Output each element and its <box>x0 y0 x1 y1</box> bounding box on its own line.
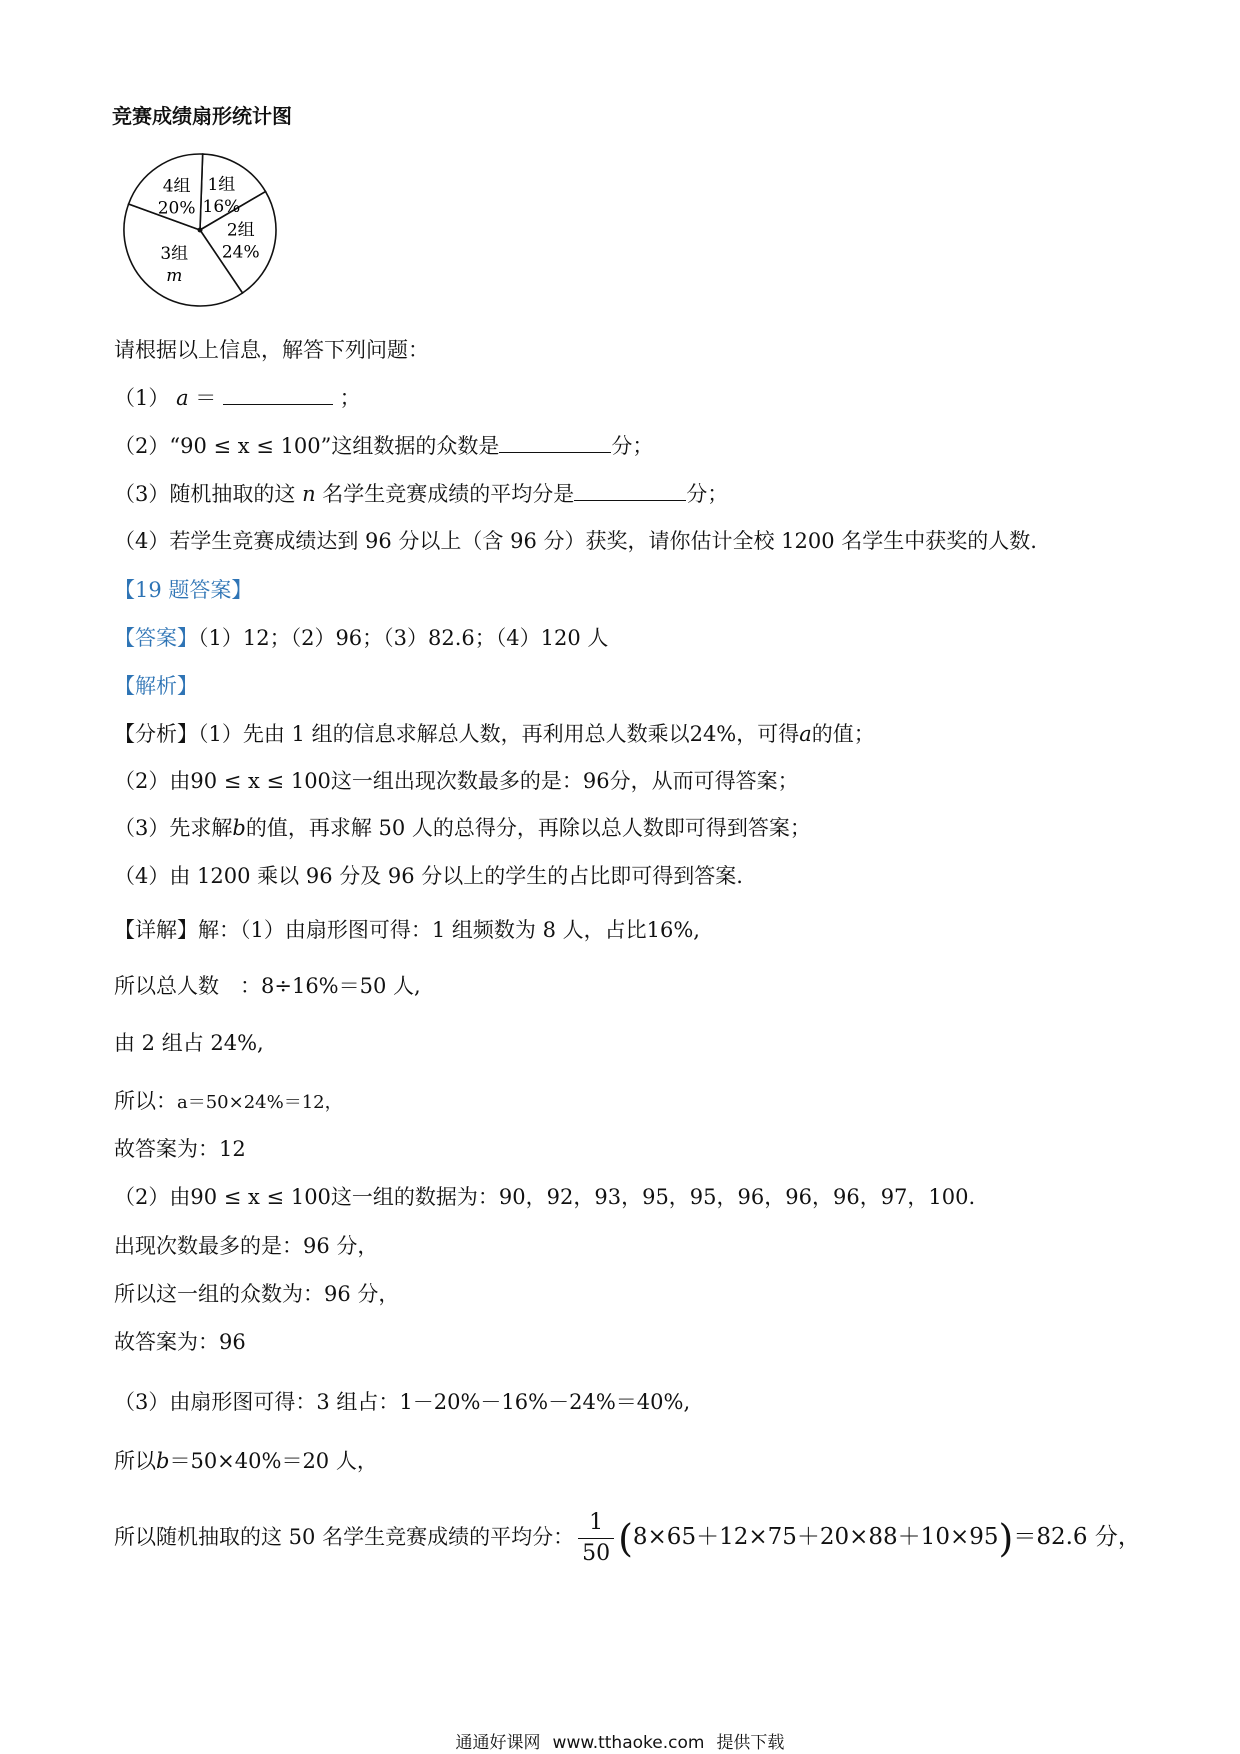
detail-line-2: 所以总人数 ：8÷16%＝50 人, <box>114 974 421 998</box>
detail-6-text: （2）由 <box>114 1185 191 1209</box>
average-expression: 8×65＋12×75＋20×88＋10×95 <box>632 1524 999 1550</box>
footer-url[interactable]: www.tthaoke.com <box>552 1733 705 1753</box>
question-4: （4）若学生竞赛成绩达到 96 分以上（含 96 分）获奖，请你估计全校 1200 名学生中获奖的人数. <box>114 529 1037 553</box>
pie-chart <box>118 148 282 312</box>
detail-4-text: 所以： <box>114 1089 177 1113</box>
detail-line-7: 出现次数最多的是：96 分， <box>114 1234 379 1258</box>
detail-4-formula: a＝50×24%＝12， <box>177 1092 343 1113</box>
pie-slice-name: 4组 <box>162 176 191 197</box>
detail-line-8: 所以这一组的众数为：96 分， <box>114 1282 400 1306</box>
detail-line-5: 故答案为：12 <box>114 1137 246 1161</box>
fraction-numerator: 1 <box>578 1508 614 1539</box>
q2-range: 90 ≤ x ≤ 100 <box>180 434 321 458</box>
q3-answer-blank[interactable] <box>574 478 686 501</box>
q1-answer-blank[interactable] <box>223 382 333 405</box>
q3-mid: 名学生竞赛成绩的平均分是 <box>322 482 575 506</box>
detail-tag: 【详解】 <box>114 918 198 942</box>
q1-variable: a <box>176 386 189 410</box>
analysis-2-range: 90 ≤ x ≤ 100 <box>190 769 331 793</box>
analysis-1-percent: 24% <box>689 722 737 746</box>
answer-tag: 【答案】 <box>114 626 198 650</box>
pie-slice-label: 20% <box>157 198 196 219</box>
analysis-1-variable: a <box>799 722 812 746</box>
detail-line-10: （3）由扇形图可得：3 组占：1－20%－16%－24%＝40%, <box>114 1390 691 1414</box>
fraction-denominator: 50 <box>582 1541 611 1566</box>
pie-slice-label: 16% <box>202 197 241 218</box>
pie-slice-label: 24% <box>221 242 260 263</box>
right-paren: ) <box>998 1516 1014 1561</box>
q2-end: 分； <box>611 434 654 458</box>
detail-11-text-b: ＝50×40%＝20 人， <box>169 1449 378 1473</box>
detail-12-text: 所以随机抽取的这 50 名学生竞赛成绩的平均分： <box>114 1525 575 1549</box>
analysis-1-text: （1）先由 1 组的信息求解总人数，再利用总人数乘以 <box>198 722 690 746</box>
detail-6-range: 90 ≤ x ≤ 100 <box>190 1185 331 1209</box>
average-result: ＝82.6 分， <box>1013 1524 1141 1550</box>
detail-1-text: 解：（1）由扇形图可得：1 组频数为 8 人，占比16%, <box>198 918 700 942</box>
analysis-1-text-b: ，可得 <box>736 722 800 746</box>
detail-line-4 <box>114 1087 343 1117</box>
analysis-line-4: （4）由 1200 乘以 96 分及 96 分以上的学生的占比即可得到答案. <box>114 864 743 888</box>
detail-line-1 <box>114 916 700 944</box>
analysis-header: 【解析】 <box>114 674 198 698</box>
analysis-2-text: （2）由 <box>114 769 191 793</box>
answer-line <box>114 624 608 652</box>
q1-equals: ＝ <box>195 386 217 410</box>
pie-slice-name: 2组 <box>226 220 255 241</box>
fraction <box>578 1508 614 1569</box>
footer-tail: 提供下载 <box>716 1733 785 1753</box>
pie-slice-name: 3组 <box>160 243 189 264</box>
detail-11-text: 所以 <box>114 1449 156 1473</box>
detail-11-variable: b <box>156 1449 170 1473</box>
detail-line-11 <box>114 1447 378 1475</box>
analysis-3-text: （3）先求解 <box>114 816 233 840</box>
question-1 <box>114 382 361 412</box>
analysis-line-2 <box>114 767 799 795</box>
left-paren: ( <box>618 1516 633 1561</box>
detail-line-12 <box>114 1508 1141 1569</box>
q3-prefix: （3）随机抽取的这 <box>114 482 296 506</box>
q2-answer-blank[interactable] <box>499 430 611 453</box>
q1-end: ； <box>339 386 361 410</box>
pie-slice-name: 1组 <box>207 175 236 196</box>
analysis-line-1 <box>114 720 875 748</box>
analysis-2-text-b: 这一组出现次数最多的是：96分，从而可得答案； <box>330 769 799 793</box>
q3-end: 分； <box>686 482 729 506</box>
q2-mid: ”这组数据的众数是 <box>320 434 500 458</box>
analysis-3-text-b: 的值，再求解 50 人的总得分，再除以总人数即可得到答案； <box>245 816 811 840</box>
question-3 <box>114 478 728 508</box>
question-2 <box>114 430 653 460</box>
pie-slice-label: m <box>166 265 183 286</box>
q2-prefix: （2）“ <box>114 434 181 458</box>
answer-header: 【19 题答案】 <box>114 578 253 602</box>
q3-variable: n <box>302 482 316 506</box>
chart-title: 竞赛成绩扇形统计图 <box>112 104 292 128</box>
analysis-3-variable: b <box>232 816 246 840</box>
question-intro: 请根据以上信息，解答下列问题： <box>114 338 429 362</box>
detail-6-text-b: 这一组的数据为：90，92，93，95，95，96，96，96，97，100. <box>330 1185 976 1209</box>
detail-line-6 <box>114 1183 975 1211</box>
analysis-line-3 <box>114 814 811 842</box>
pie-center-dot <box>198 228 203 233</box>
detail-line-3: 由 2 组占 24%, <box>114 1031 264 1055</box>
detail-line-9: 故答案为：96 <box>114 1330 246 1354</box>
analysis-tag: 【分析】 <box>114 722 198 746</box>
analysis-1-text-c: 的值； <box>811 722 875 746</box>
q1-prefix: （1） <box>114 386 170 410</box>
answer-text: （1）12；（2）96；（3）82.6；（4）120 人 <box>198 626 609 650</box>
footer-site-name: 通通好课网 <box>455 1733 541 1753</box>
page-footer <box>0 1728 1240 1753</box>
